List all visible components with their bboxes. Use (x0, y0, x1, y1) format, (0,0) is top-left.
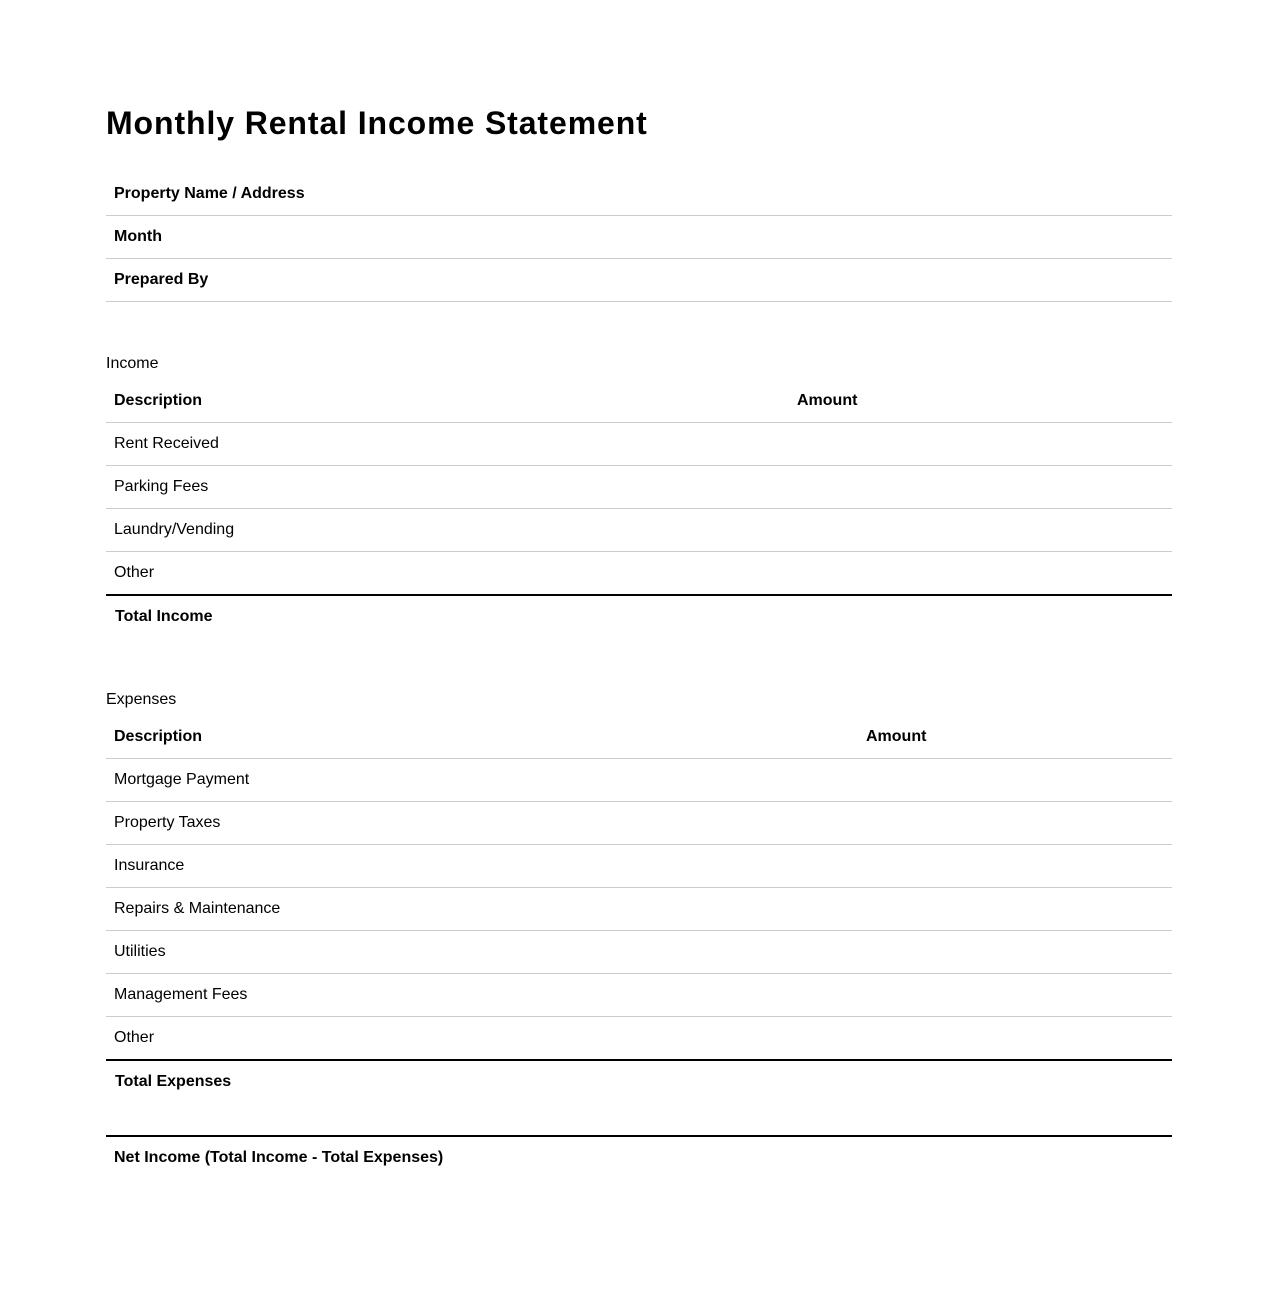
expense-amount (858, 974, 1172, 1017)
income-amount (789, 466, 1172, 509)
table-row (106, 888, 1172, 931)
income-description: Laundry/Vending (106, 509, 789, 552)
expenses-amount-header: Amount (858, 716, 1172, 759)
expense-amount (858, 802, 1172, 845)
total-income-label: Total Income (115, 608, 213, 625)
expense-amount (858, 759, 1172, 802)
table-row (106, 509, 1172, 552)
table-row (106, 931, 1172, 974)
expense-description: Repairs & Maintenance (106, 888, 858, 931)
expense-amount (858, 931, 1172, 974)
income-description: Other (106, 552, 789, 596)
net-income-label: Net Income (Total Income - Total Expenses) (114, 1149, 444, 1166)
table-row (106, 1017, 1172, 1061)
info-row-month (106, 216, 1172, 259)
table-row (106, 759, 1172, 802)
expense-description: Mortgage Payment (106, 759, 858, 802)
income-header-row (106, 380, 1172, 423)
expense-description: Property Taxes (106, 802, 858, 845)
table-row (106, 423, 1172, 466)
month-label: Month (106, 216, 1172, 259)
expense-description: Insurance (106, 845, 858, 888)
total-expenses-row (106, 1060, 1172, 1103)
table-row (106, 802, 1172, 845)
income-description: Rent Received (106, 423, 789, 466)
net-income-divider (106, 1135, 1172, 1137)
total-expenses-value (858, 1060, 1172, 1103)
income-amount (789, 552, 1172, 596)
expenses-header-row (106, 716, 1172, 759)
income-table (106, 380, 1172, 638)
expense-amount (858, 1017, 1172, 1061)
income-amount (789, 509, 1172, 552)
expense-description: Utilities (106, 931, 858, 974)
expense-description: Other (106, 1017, 858, 1061)
expenses-table (106, 716, 1172, 1103)
page-title: Monthly Rental Income Statement (106, 105, 648, 141)
income-amount-header: Amount (789, 380, 1172, 423)
property-info-table (106, 173, 1172, 302)
table-row (106, 845, 1172, 888)
expenses-description-header: Description (106, 716, 858, 759)
table-row (106, 552, 1172, 596)
total-income-row (106, 595, 1172, 638)
total-income-value (789, 595, 1172, 638)
expense-amount (858, 845, 1172, 888)
info-row-prepared-by (106, 259, 1172, 302)
prepared-by-label: Prepared By (106, 259, 1172, 302)
table-row (106, 974, 1172, 1017)
expenses-section-label: Expenses (106, 691, 177, 708)
income-description: Parking Fees (106, 466, 789, 509)
income-amount (789, 423, 1172, 466)
property-name-label: Property Name / Address (106, 173, 1172, 216)
total-expenses-label: Total Expenses (115, 1073, 232, 1090)
income-section-label: Income (106, 355, 159, 372)
expense-amount (858, 888, 1172, 931)
table-row (106, 466, 1172, 509)
info-row-property (106, 173, 1172, 216)
income-description-header: Description (106, 380, 789, 423)
expense-description: Management Fees (106, 974, 858, 1017)
